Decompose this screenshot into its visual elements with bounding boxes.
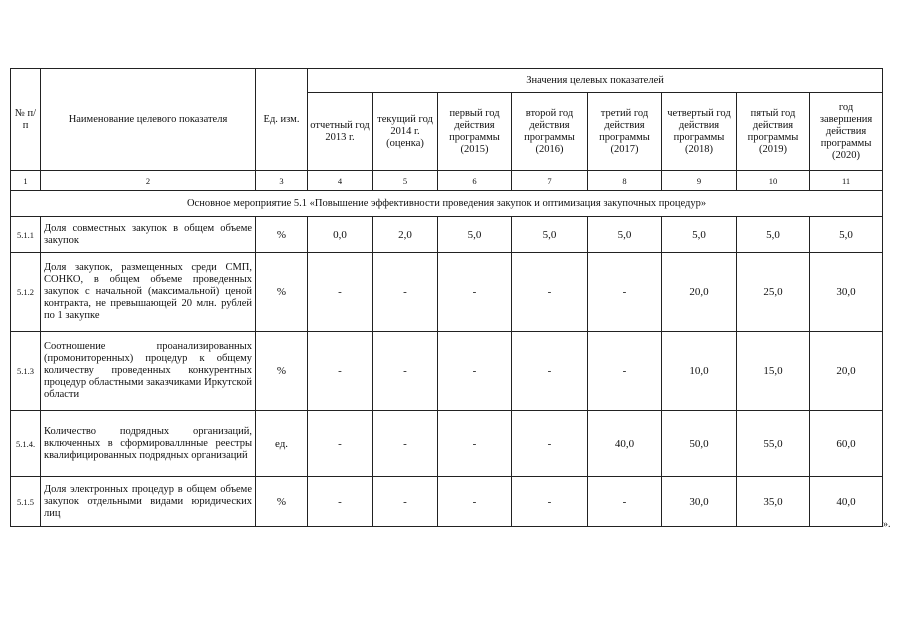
row-index: 5.1.5: [11, 477, 41, 527]
table-row: [11, 477, 883, 527]
indicator-value: -: [308, 253, 373, 332]
indicator-value: 10,0: [662, 332, 737, 411]
column-number-2: 2: [41, 171, 256, 191]
header-values-group: Значения целевых показателей: [308, 69, 883, 93]
indicator-value: -: [438, 477, 512, 527]
indicator-value: 30,0: [810, 253, 883, 332]
indicator-value: 5,0: [810, 217, 883, 253]
header-year-2020: год завершения действия программы (2020): [810, 93, 883, 171]
indicator-value: 20,0: [662, 253, 737, 332]
indicator-unit: %: [256, 253, 308, 332]
header-year-2013: отчетный год 2013 г.: [308, 93, 373, 171]
table-row: [11, 332, 883, 411]
column-number-1: 1: [11, 171, 41, 191]
header-year-2014: текущий год 2014 г. (оценка): [373, 93, 438, 171]
indicator-value: -: [588, 253, 662, 332]
table-row: [11, 253, 883, 332]
column-number-3: 3: [256, 171, 308, 191]
indicator-value: -: [308, 411, 373, 477]
indicator-value: -: [308, 477, 373, 527]
indicator-value: -: [512, 477, 588, 527]
column-number-7: 7: [512, 171, 588, 191]
header-year-2015: первый год действия программы (2015): [438, 93, 512, 171]
header-year-2018: четвертый год действия программы (2018): [662, 93, 737, 171]
indicator-value: 20,0: [810, 332, 883, 411]
indicator-value: -: [588, 477, 662, 527]
header-row-no: № п/п: [11, 69, 41, 171]
indicator-value: -: [373, 411, 438, 477]
indicator-value: 35,0: [737, 477, 810, 527]
indicator-unit: %: [256, 332, 308, 411]
target-indicators-table: [10, 68, 883, 527]
indicator-value: -: [373, 477, 438, 527]
row-index: 5.1.2: [11, 253, 41, 332]
indicator-unit: ед.: [256, 411, 308, 477]
indicator-value: 25,0: [737, 253, 810, 332]
header-year-2019: пятый год действия программы (2019): [737, 93, 810, 171]
indicator-value: 2,0: [373, 217, 438, 253]
indicator-value: 15,0: [737, 332, 810, 411]
column-number-11: 11: [810, 171, 883, 191]
indicator-unit: %: [256, 477, 308, 527]
indicator-value: 5,0: [662, 217, 737, 253]
indicator-value: -: [438, 411, 512, 477]
indicator-value: 5,0: [438, 217, 512, 253]
indicator-value: -: [308, 332, 373, 411]
indicator-value: 30,0: [662, 477, 737, 527]
table-row: [11, 217, 883, 253]
section-row: [11, 191, 883, 217]
indicator-value: -: [373, 332, 438, 411]
indicator-name: Доля электронных процедур в общем объеме закупок отдельными видами юридических лиц: [41, 477, 256, 527]
header-year-2016: второй год действия программы (2016): [512, 93, 588, 171]
column-number-8: 8: [588, 171, 662, 191]
column-number-4: 4: [308, 171, 373, 191]
indicator-value: 0,0: [308, 217, 373, 253]
column-number-6: 6: [438, 171, 512, 191]
indicator-value: 50,0: [662, 411, 737, 477]
indicator-name: Доля совместных закупок в общем объеме закупок: [41, 217, 256, 253]
indicator-name: Доля закупок, размещенных среди СМП, СОНКО, в общем объеме проведенных закупок с начальной (максимальной) ценой контракта, не превышающей 20 млн. рублей по 1 закупке: [41, 253, 256, 332]
row-index: 5.1.1: [11, 217, 41, 253]
row-index: 5.1.3: [11, 332, 41, 411]
header-indicator-name: Наименование целевого показателя: [41, 69, 256, 171]
indicator-value: -: [588, 332, 662, 411]
indicator-value: 5,0: [588, 217, 662, 253]
row-index: 5.1.4.: [11, 411, 41, 477]
indicator-value: -: [438, 253, 512, 332]
header-unit: Ед. изм.: [256, 69, 308, 171]
indicator-value: 60,0: [810, 411, 883, 477]
trailing-mark: ».: [883, 519, 891, 530]
column-number-9: 9: [662, 171, 737, 191]
indicator-value: -: [438, 332, 512, 411]
table-row: [11, 411, 883, 477]
indicator-value: 40,0: [810, 477, 883, 527]
column-number-10: 10: [737, 171, 810, 191]
indicator-value: 40,0: [588, 411, 662, 477]
indicator-value: -: [512, 411, 588, 477]
indicator-unit: %: [256, 217, 308, 253]
indicator-name: Соотношение проанализированных (промониторенных) процедур к общему количеству проведенных конкурентных процедур областными заказчиками Иркутской области: [41, 332, 256, 411]
indicator-value: 5,0: [737, 217, 810, 253]
indicator-value: 5,0: [512, 217, 588, 253]
column-number-5: 5: [373, 171, 438, 191]
section-title: Основное мероприятие 5.1 «Повышение эффективности проведения закупок и оптимизация закупочных процедур»: [11, 191, 883, 217]
indicator-value: -: [512, 332, 588, 411]
header-row-1: [11, 69, 883, 93]
indicator-value: -: [373, 253, 438, 332]
indicator-name: Количество подрядных организаций, включенных в сформироваллнные реестры квалифицированных подрядных организаций: [41, 411, 256, 477]
indicator-value: -: [512, 253, 588, 332]
indicator-value: 55,0: [737, 411, 810, 477]
column-numbers-row: [11, 171, 883, 191]
header-year-2017: третий год действия программы (2017): [588, 93, 662, 171]
